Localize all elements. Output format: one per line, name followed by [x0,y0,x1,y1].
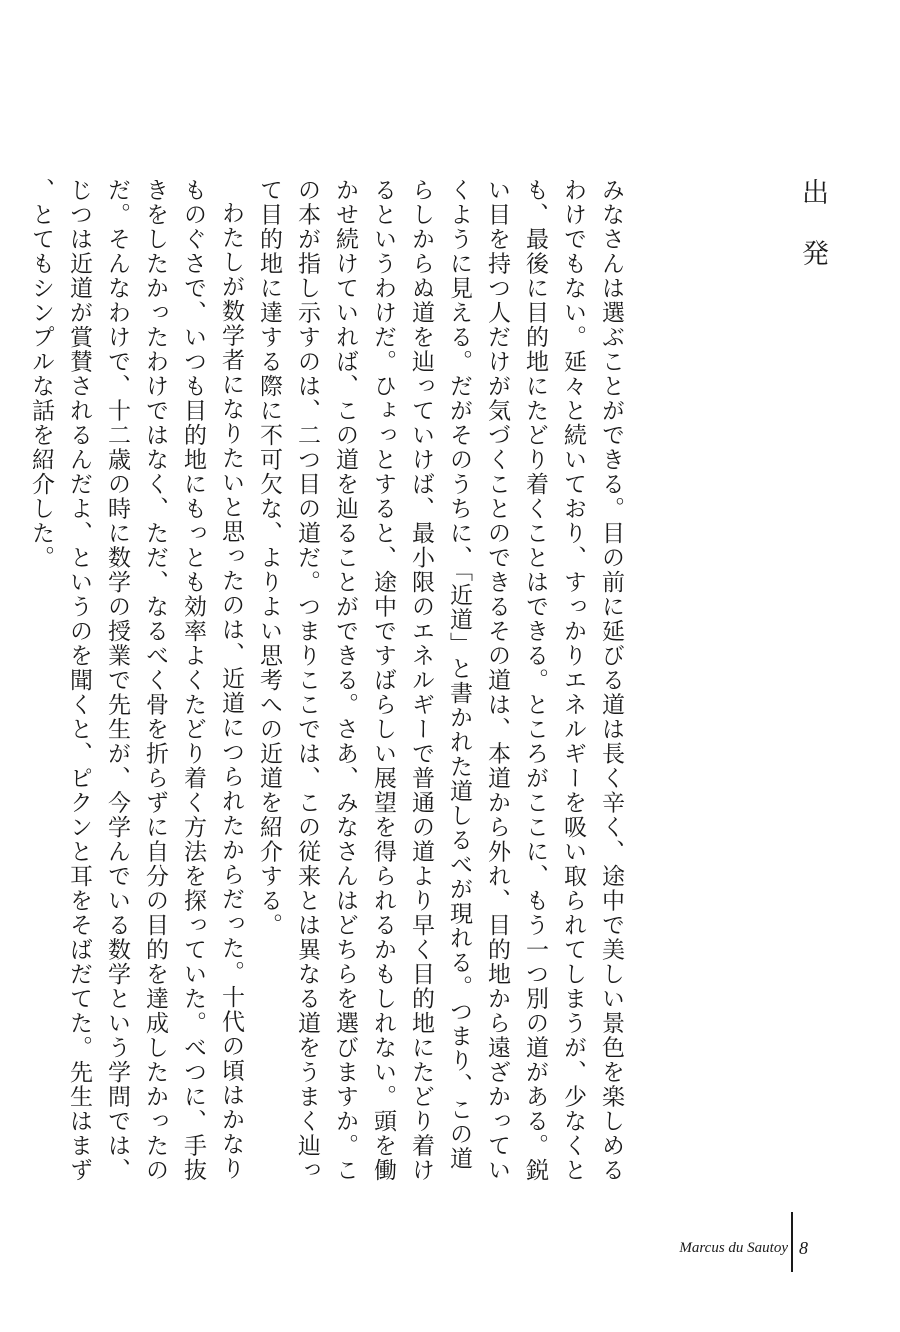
footer-author: Marcus du Sautoy [679,1240,788,1256]
chapter-heading: 出発 [797,178,828,300]
footer-divider [791,1212,793,1272]
page-number: 8 [799,1238,808,1258]
page-footer [670,1212,850,1272]
paragraph-1: みなさんは選ぶことができる。目の前に延びる道は長く辛く、途中で美しい景色を楽しめるわけでもない。延々と続いており、すっかりエネルギーを吸い取られてしまうが、少なくとも、最後に目的地にたどり着くことはできる。ところがここに、もう一つ別の道がある。鋭い目を持つ人だけが気づくことのできるその道は、本道から外れ、目的地から遠ざかっていくように見える。だがそのうちに、「近道」と書かれた道しるべが現れる。つまり、この道らしからぬ道を辿っていけば、最小限のエネルギーで普通の道より早く目的地にたどり着けるというわけだ。ひょっとすると、途中ですばらしい展望を得られるかもしれない。頭を働かせ続けていれば、この道を辿ることができる。さあ、みなさんはどちらを選びますか。この本が指し示すのは、二つ目の道だ。つまりここでは、この従来とは異なる道をうまく辿って目的地に達する際に不可欠な、よりよい思考への近道を紹介する。 [256,178,624,1183]
paragraph-2: わたしが数学者になりたいと思ったのは、近道につられたからだった。十代の頃はかなりものぐさで、いつも目的地にもっとも効率よくたどり着く方法を探っていた。べつに、手抜きをしたかったわけではなく、ただ、なるべく骨を折らずに自分の目的を達成したかったのだ。そんなわけで、十二歳の時に数学の授業で先生が、今学んでいる数学という学問では、じつは近道が賞賛されるんだよ、というのを聞くと、ピクンと耳をそばだてた。先生はまず、とてもシンプルな話を紹介した。 [28,178,244,1183]
body-text [28,178,630,1188]
